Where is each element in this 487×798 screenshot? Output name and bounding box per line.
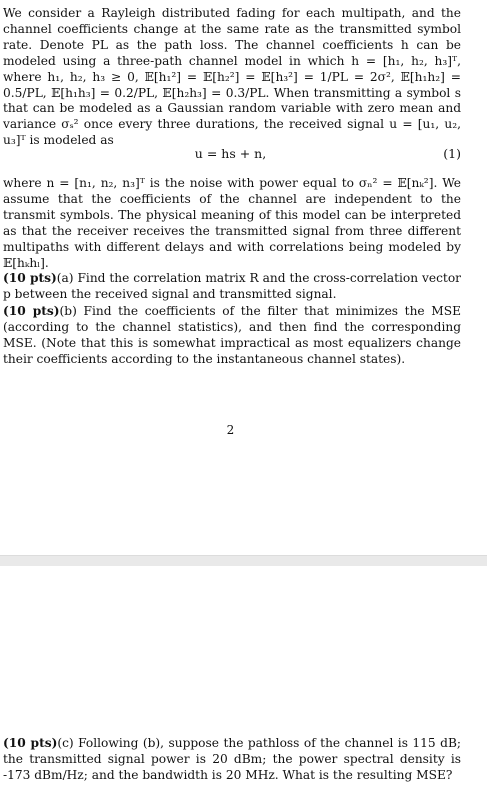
model-paragraph	[3, 176, 461, 303]
part-a-question: (a) Find the correlation matrix R and the cross-correlation vector p between the received signal and transmitted signal.	[3, 271, 461, 302]
part-b-points: (10 pts)	[3, 304, 60, 318]
equation-number: (1)	[443, 146, 461, 161]
part-a-points: (10 pts)	[3, 271, 57, 286]
part-c-points: (10 pts)	[3, 736, 58, 750]
equation-body: u = hs + n,	[194, 146, 267, 161]
page-number: 2	[226, 423, 235, 437]
document-page-2	[0, 566, 487, 798]
intro-paragraph: We consider a Rayleigh distributed fading for each multipath, and the channel coefficients change at the same rate as the transmitted symbol rate. Denote PL as the path loss. The channel coefficients h can be modeled using a three-path channel model in which h = [h₁, h₂, h₃]ᵀ, where h₁, h₂, h₃ ≥ 0, 𝔼[h₁²] = 𝔼[h₂²] = 𝔼[h₃²] = 1/PL = 2σ², 𝔼[h₁h₂] = 0.5/PL, 𝔼[h₁h₃] = 0.2/PL, 𝔼[h₂h₃] = 0.3/PL. When transmitting a symbol s that can be modeled as a Gaussian random variable with zero mean and variance σₛ² once every three durations, the received signal u = [u₁, u₂, u₃]ᵀ is modeled as	[3, 6, 461, 148]
equation-1	[0, 146, 461, 164]
part-c-paragraph	[3, 736, 461, 784]
model-description: where n = [n₁, n₂, n₃]ᵀ is the noise with power equal to σₙ² = 𝔼[nₖ²]. We assume that the coefficients of the channel are independent to the transmit symbols. The physical meaning of this model can be interpreted as that the receiver receives the transmitted signal from three different multipaths with different delays and with correlations being modeled by 𝔼[hₖhₗ].	[3, 176, 461, 270]
part-c-question: (c) Following (b), suppose the pathloss of the channel is 115 dB; the transmitted signal power is 20 dBm; the power spectral density is -173 dBm/Hz; and the bandwidth is 20 MHz. What is the resulting MSE?	[3, 736, 462, 782]
part-b-paragraph	[3, 304, 461, 368]
part-b-question: (b) Find the coefficients of the filter that minimizes the MSE (according to the channel statistics), and then find the corresponding MSE. (Note that this is somewhat impractical as most equalizers change their coefficients according to the instantaneous channel states).	[3, 304, 462, 366]
